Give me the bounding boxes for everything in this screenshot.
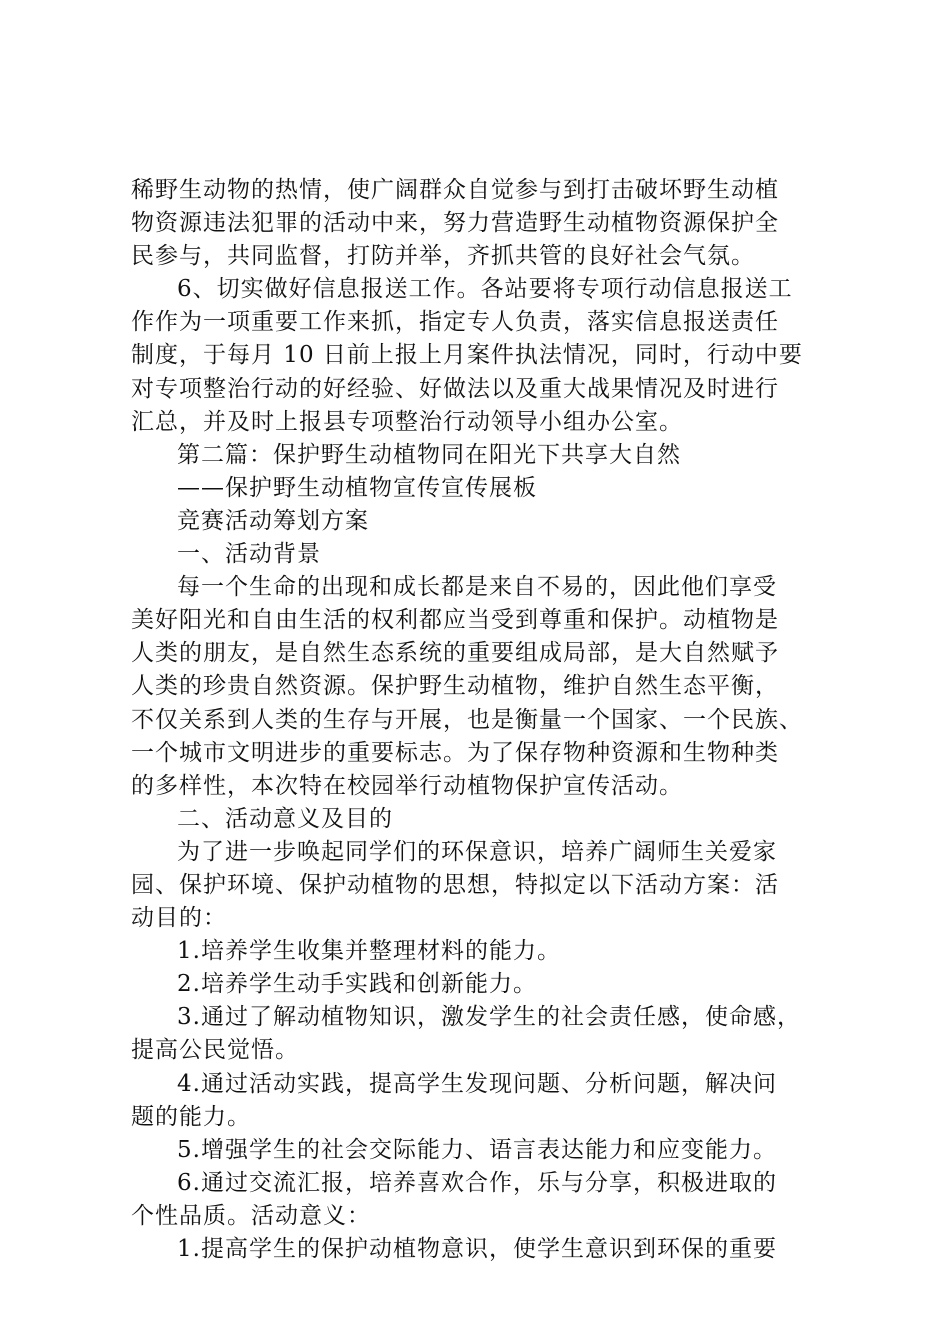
text-line: 物资源违法犯罪的活动中来，努力营造野生动植物资源保护全	[131, 210, 779, 237]
text-line: 3.通过了解动植物知识，激发学生的社会责任感，使命感，	[177, 1004, 801, 1031]
text-line: 个性品质。活动意义：	[131, 1202, 371, 1229]
text-line: 竞赛活动筹划方案	[177, 507, 369, 534]
document-body	[131, 174, 831, 1266]
text-line: 4.通过活动实践，提高学生发现问题、分析问题，解决问	[177, 1070, 777, 1097]
text-line: 1.提高学生的保护动植物意识，使学生意识到环保的重要	[177, 1236, 777, 1262]
text-line: 第二篇：保护野生动植物同在阳光下共享大自然	[177, 441, 681, 468]
text-line: 作作为一项重要工作来抓，指定专人负责，落实信息报送责任	[131, 309, 779, 336]
text-line: 6.通过交流汇报，培养喜欢合作，乐与分享，积极进取的	[177, 1169, 777, 1196]
text-line: 为了进一步唤起同学们的环保意识，培养广阔师生关爱家	[177, 838, 777, 865]
text-line: 5.增强学生的社会交际能力、语言表达能力和应变能力。	[177, 1136, 777, 1163]
text-line: 1.培养学生收集并整理材料的能力。	[177, 938, 561, 965]
text-line: 汇总，并及时上报县专项整治行动领导小组办公室。	[131, 408, 683, 435]
text-line: 的多样性，本次特在校园举行动植物保护宣传活动。	[131, 772, 683, 799]
text-line: 一个城市文明进步的重要标志。为了保存物种资源和生物种类	[131, 739, 779, 766]
text-line: 制度，于每月 10 日前上报上月案件执法情况，同时，行动中要	[131, 342, 803, 369]
text-line: 提高公民觉悟。	[131, 1037, 299, 1064]
text-line: 2.培养学生动手实践和创新能力。	[177, 971, 537, 998]
text-line: 二、活动意义及目的	[177, 805, 393, 832]
text-line: 人类的珍贵自然资源。保护野生动植物，维护自然生态平衡，	[131, 673, 779, 700]
text-line: 不仅关系到人类的生存与开展，也是衡量一个国家、一个民族、	[131, 706, 803, 733]
text-line: 对专项整治行动的好经验、好做法以及重大战果情况及时进行	[131, 375, 779, 402]
text-line: 民参与，共同监督，打防并举，齐抓共管的良好社会气氛。	[131, 243, 755, 270]
text-line: 园、保护环境、保护动植物的思想，特拟定以下活动方案：活	[131, 871, 779, 898]
text-line: 6、切实做好信息报送工作。各站要将专项行动信息报送工	[177, 276, 793, 303]
text-line: 美好阳光和自由生活的权利都应当受到尊重和保护。动植物是	[131, 607, 779, 634]
text-line: 稀野生动物的热情，使广阔群众自觉参与到打击破坏野生动植	[131, 177, 779, 203]
text-line: 每一个生命的出现和成长都是来自不易的，因此他们享受	[177, 574, 777, 601]
text-line: 一、活动背景	[177, 541, 321, 568]
text-line: 题的能力。	[131, 1103, 251, 1130]
text-line: 人类的朋友，是自然生态系统的重要组成局部，是大自然赋予	[131, 640, 779, 667]
text-line: 动目的：	[131, 905, 227, 932]
text-line: ——保护野生动植物宣传宣传展板	[177, 474, 537, 501]
